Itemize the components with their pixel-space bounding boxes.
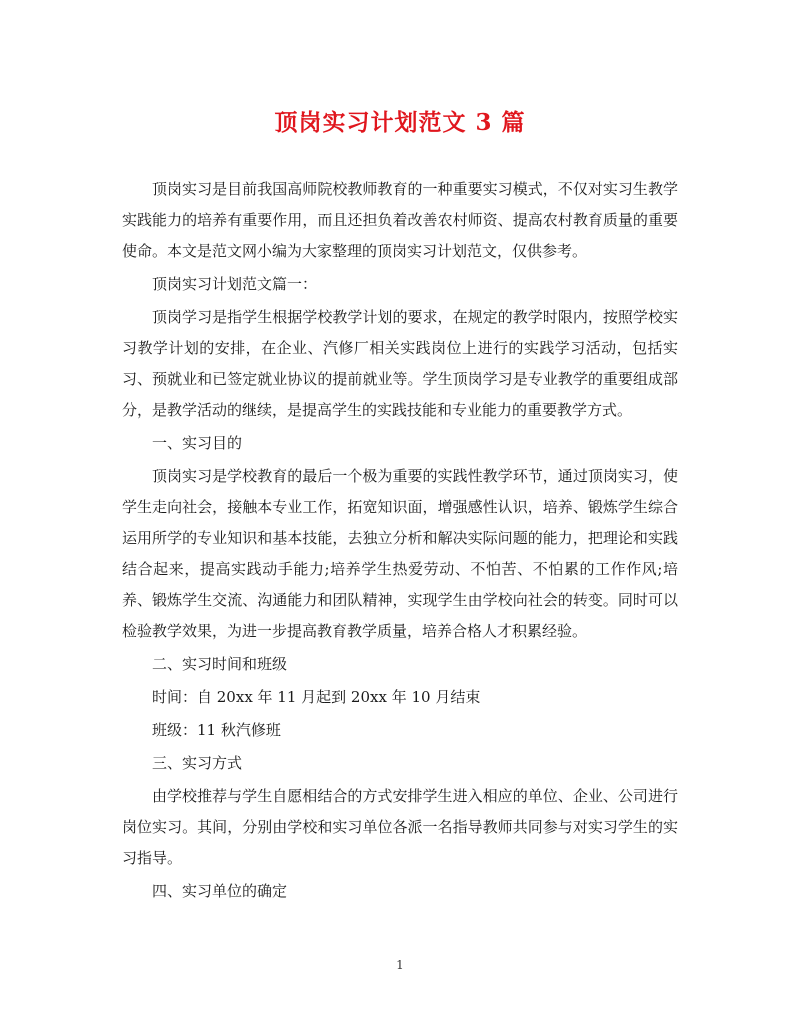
section-heading-purpose: 一、实习目的 bbox=[152, 434, 243, 452]
document-title: 顶岗实习计划范文 3 篇 bbox=[274, 109, 526, 136]
definition-paragraph: 顶岗学习是指学生根据学校教学计划的要求，在规定的教学时限内，按照学校实习教学计划的安排，在企业、汽修厂相关实践岗位上进行的实践学习活动，包括实习、预就业和已签定就业协议的提前就业等。学生顶岗学习是专业教学的重要组成部分，是教学活动的继续，是提高学生的实践技能和专业能力的重要教学方式。 bbox=[122, 308, 678, 419]
sample-one-heading: 顶岗实习计划范文篇一： bbox=[152, 275, 318, 293]
purpose-paragraph: 顶岗实习是学校教育的最后一个极为重要的实践性教学环节，通过顶岗实习，使学生走向社会，接触本专业工作，拓宽知识面，增强感性认识，培养、锻炼学生综合运用所学的专业知识和基本技能，去独立分析和解决实际问题的能力，把理论和实践结合起来，提高实践动手能力;培养学生热爱劳动、不怕苦、不怕累的工作作风;培养、锻炼学生交流、沟通能力和团队精神，实现学生由学校向社会的转变。同时可以检验教学效果，为进一步提高教育教学质量，培养合格人才积累经验。 bbox=[122, 467, 678, 640]
page-number: 1 bbox=[396, 958, 404, 972]
intro-paragraph: 顶岗实习是目前我国高师院校教师教育的一种重要实习模式，不仅对实习生教学实践能力的培养有重要作用，而且还担负着改善农村师资、提高农村教育质量的重要使命。本文是范文网小编为大家整理的顶岗实习计划范文，仅供参考。 bbox=[122, 180, 678, 260]
method-paragraph: 由学校推荐与学生自愿相结合的方式安排学生进入相应的单位、企业、公司进行岗位实习。其间，分别由学校和实习单位各派一名指导教师共同参与对实习学生的实习指导。 bbox=[122, 787, 678, 867]
class-line: 班级：11 秋汽修班 bbox=[152, 721, 281, 739]
time-line: 时间：自 20xx 年 11 月起到 20xx 年 10 月结束 bbox=[152, 688, 481, 706]
section-heading-time-class: 二、实习时间和班级 bbox=[152, 655, 288, 673]
document-body bbox=[122, 174, 678, 909]
section-heading-unit: 四、实习单位的确定 bbox=[152, 882, 288, 900]
section-heading-method: 三、实习方式 bbox=[152, 754, 243, 772]
